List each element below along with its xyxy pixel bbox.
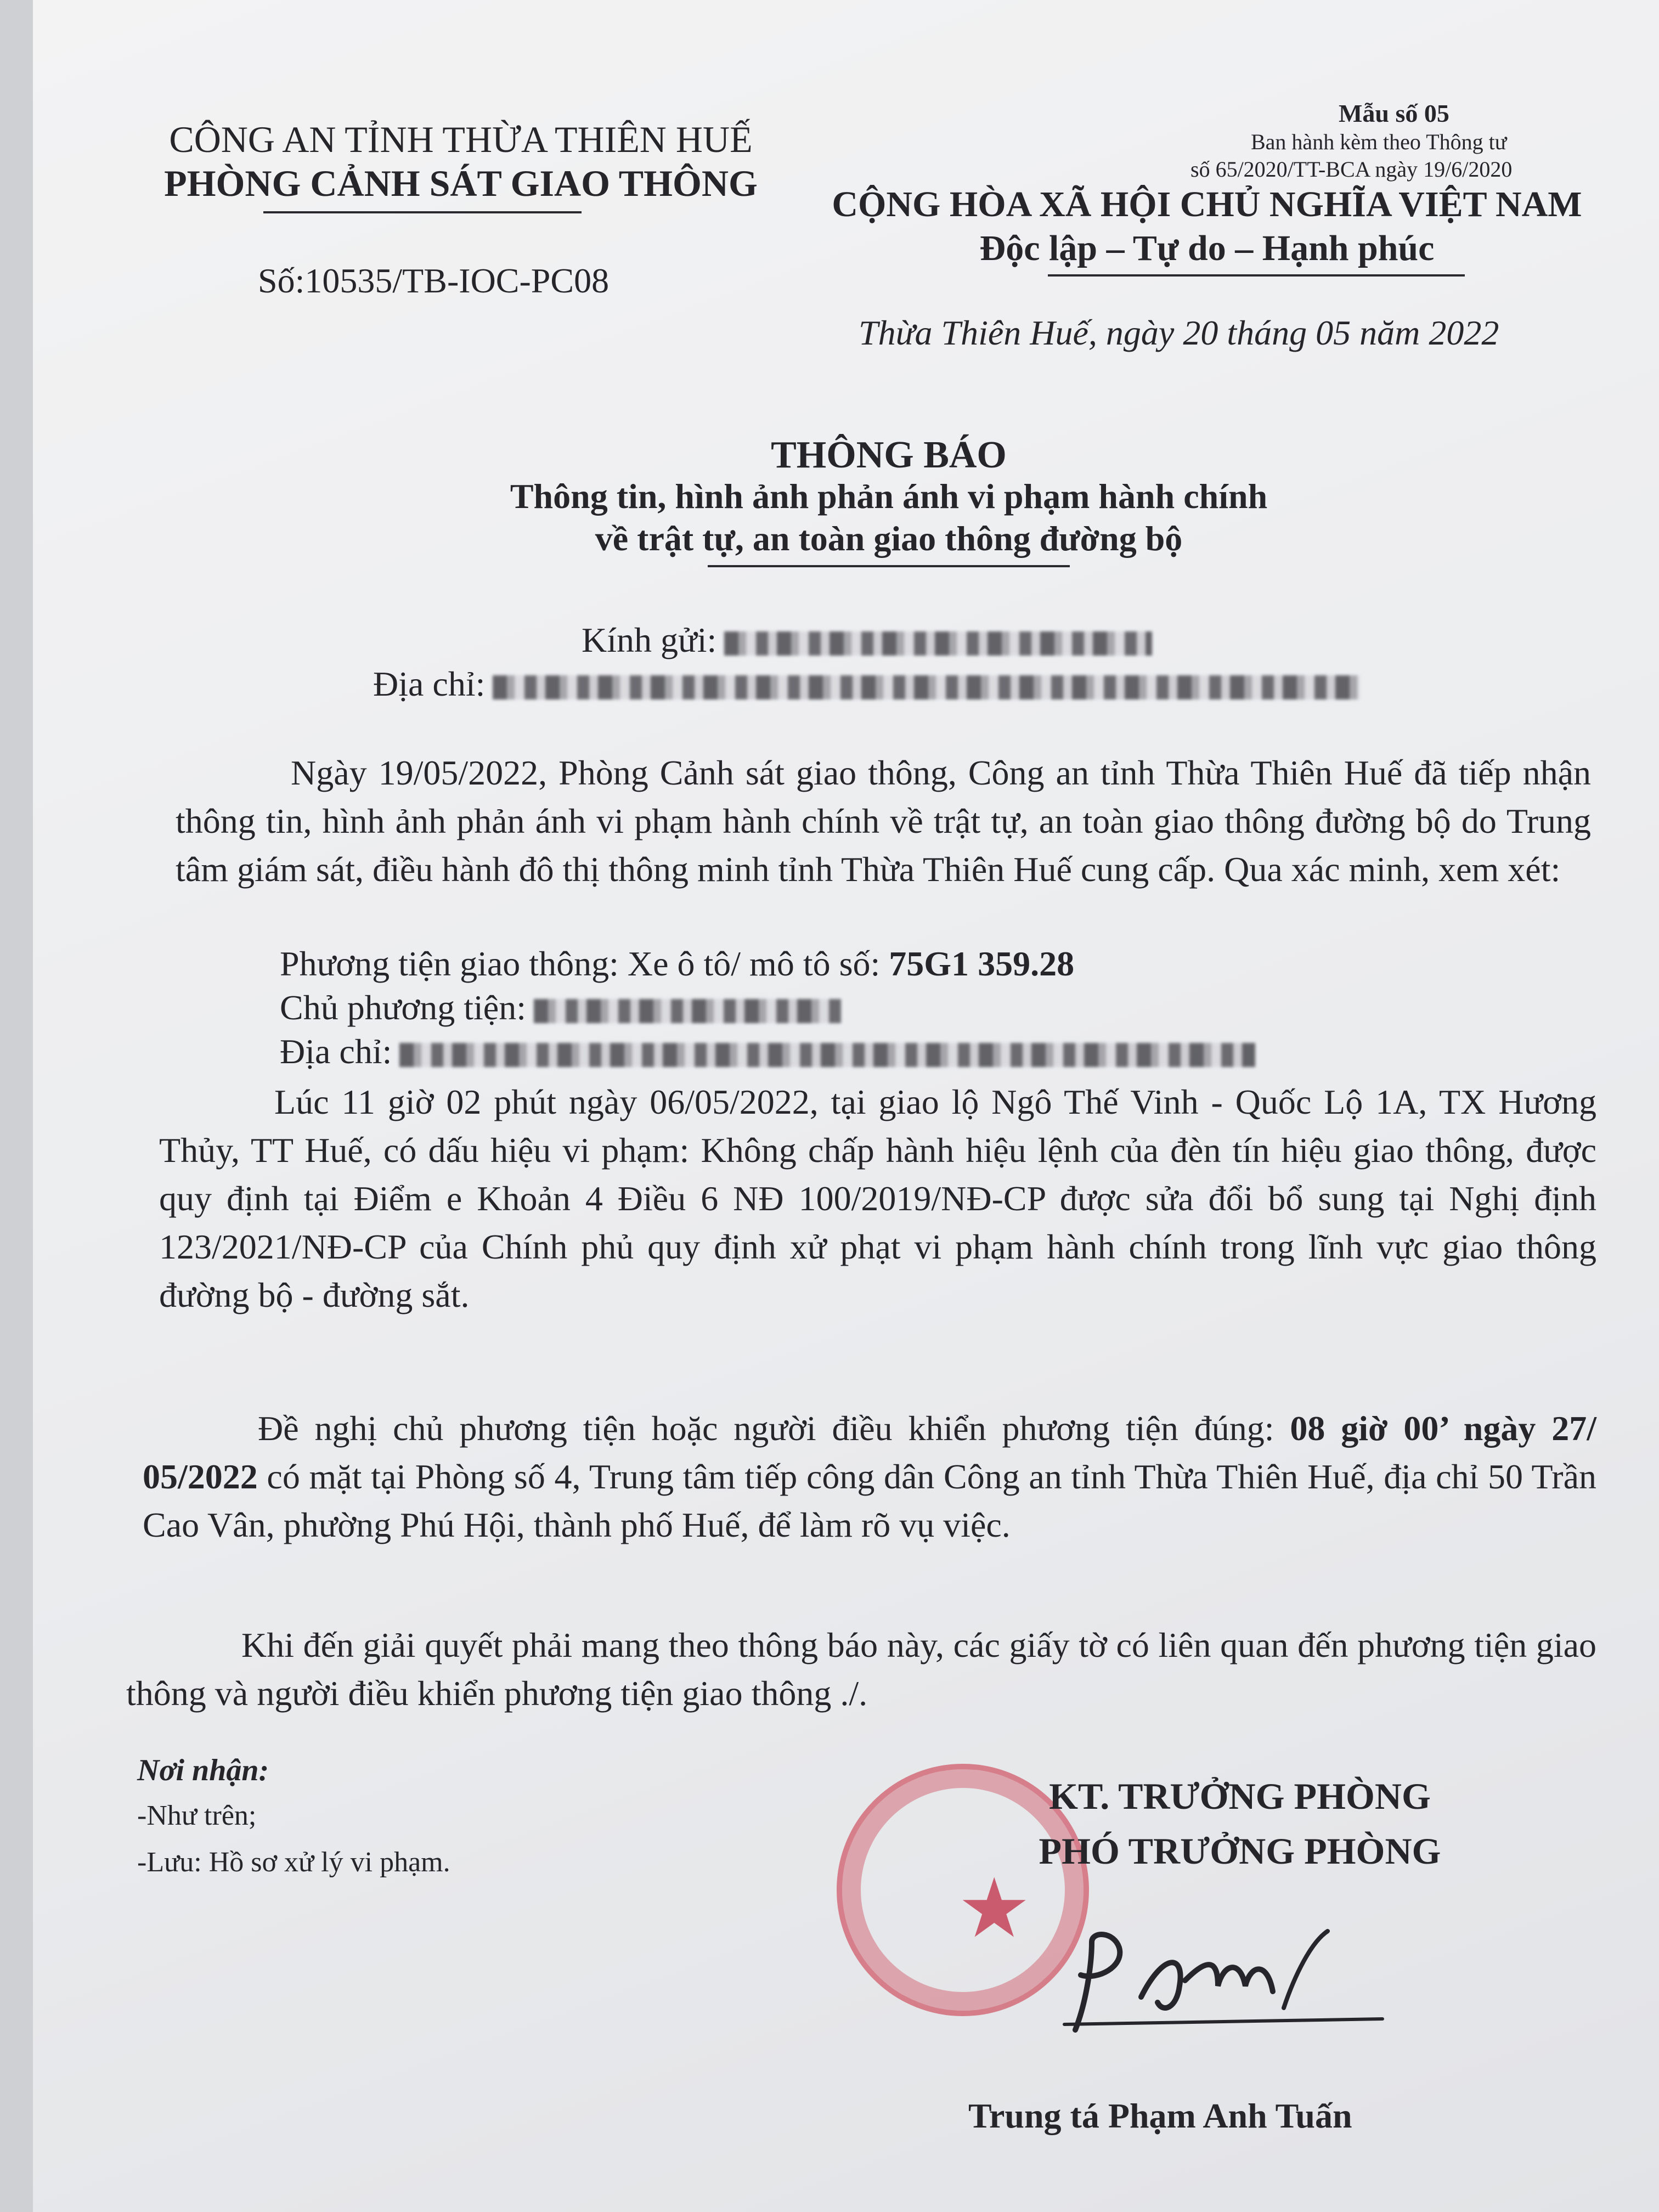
owner-line xyxy=(280,988,841,1028)
department-name: PHÒNG CẢNH SÁT GIAO THÔNG xyxy=(164,162,758,204)
issued-line-1: Ban hành kèm theo Thông tư xyxy=(1251,129,1507,154)
motto-underline xyxy=(1048,274,1465,276)
owner-address-line xyxy=(280,1031,1255,1072)
redacted-owner xyxy=(534,999,841,1023)
redacted-owner-address xyxy=(399,1043,1255,1067)
recipient-item-1: -Như trên; xyxy=(137,1800,257,1831)
redacted-recipient xyxy=(724,631,1152,656)
recipient-line xyxy=(582,620,1152,661)
recipient-address-label: Địa chỉ: xyxy=(373,664,486,703)
recipient-address-line xyxy=(373,664,1359,704)
seal-star-icon: ★ xyxy=(957,1864,1031,1955)
paragraph-3-start: Đề nghị chủ phương tiện hoặc người điều khiển phương tiện đúng: xyxy=(258,1409,1290,1448)
body-paragraph-1: Ngày 19/05/2022, Phòng Cảnh sát giao thông, Công an tỉnh Thừa Thiên Huế đã tiếp nhận thông tin, hình ảnh phản ánh vi phạm hành chính về trật tự, an toàn giao thông đường bộ do Trung tâm giám sát, điều hành đô thị thông minh tỉnh Thừa Thiên Huế cung cấp. Qua xác minh, xem xét: xyxy=(176,753,1591,889)
document-subtitle-1: Thông tin, hình ảnh phản ánh vi phạm hành chính xyxy=(510,477,1268,516)
recipients-title: Nơi nhận: xyxy=(137,1753,269,1787)
form-number: Mẫu số 05 xyxy=(1339,99,1449,127)
signature-title-2: PHÓ TRƯỞNG PHÒNG xyxy=(1039,1830,1441,1872)
redacted-address xyxy=(493,675,1359,699)
body-paragraph-4: Khi đến giải quyết phải mang theo thông báo này, các giấy tờ có liên quan đến phương tiện giao thông và người điều khiển phương tiện giao thông ./. xyxy=(126,1626,1596,1713)
vehicle-label: Phương tiện giao thông: Xe ô tô/ mô tô số: xyxy=(280,944,889,983)
org-name: CÔNG AN TỈNH THỪA THIÊN HUẾ xyxy=(169,119,753,160)
handwritten-signature xyxy=(1053,1920,1393,2052)
body-paragraph-3 xyxy=(143,1404,1596,1549)
document-title: THÔNG BÁO xyxy=(771,434,1007,476)
vehicle-plate: 75G1 359.28 xyxy=(889,944,1075,983)
recipient-item-2: -Lưu: Hồ sơ xử lý vi phạm. xyxy=(137,1847,450,1878)
paragraph-3-end: có mặt tại Phòng số 4, Trung tâm tiếp công dân Công an tỉnh Thừa Thiên Huế, địa chỉ 50 Trần Cao Vân, phường Phú Hội, thành phố Huế, để làm rõ vụ việc. xyxy=(143,1457,1596,1544)
dept-underline xyxy=(263,211,582,213)
motto: Độc lập – Tự do – Hạnh phúc xyxy=(979,228,1435,268)
subtitle-underline xyxy=(708,565,1070,567)
issued-line-2: số 65/2020/TT-BCA ngày 19/6/2020 xyxy=(1190,157,1513,182)
owner-address-label: Địa chỉ: xyxy=(280,1032,392,1071)
recipient-label: Kính gửi: xyxy=(582,620,717,659)
signature-title-1: KT. TRƯỞNG PHÒNG xyxy=(1049,1775,1431,1817)
document-number: Số:10535/TB-IOC-PC08 xyxy=(258,261,610,300)
owner-label: Chủ phương tiện: xyxy=(280,988,526,1027)
signer-name: Trung tá Phạm Anh Tuấn xyxy=(968,2096,1352,2135)
nation-title: CỘNG HÒA XÃ HỘI CHỦ NGHĨA VIỆT NAM xyxy=(832,184,1582,224)
document-date: Thừa Thiên Huế, ngày 20 tháng 05 năm 2022 xyxy=(859,313,1499,352)
document-subtitle-2: về trật tự, an toàn giao thông đường bộ xyxy=(595,519,1183,558)
body-paragraph-2: Lúc 11 giờ 02 phút ngày 06/05/2022, tại giao lộ Ngô Thế Vinh - Quốc Lộ 1A, TX Hương Thủy, TT Huế, có dấu hiệu vi phạm: Không chấp hành hiệu lệnh của đèn tín hiệu giao thông, được quy định tại Điểm e Khoản 4 Điều 6 NĐ 100/2019/NĐ-CP được sửa đổi bổ sung tại Nghị định 123/2021/NĐ-CP của Chính phủ quy định xử phạt vi phạm hành chính trong lĩnh vực giao thông đường bộ - đường sắt. xyxy=(159,1082,1596,1314)
appointment-time: 08 giờ 00’ ngày 27/ 05/2022 xyxy=(143,1409,1596,1496)
vehicle-line xyxy=(280,944,1074,984)
